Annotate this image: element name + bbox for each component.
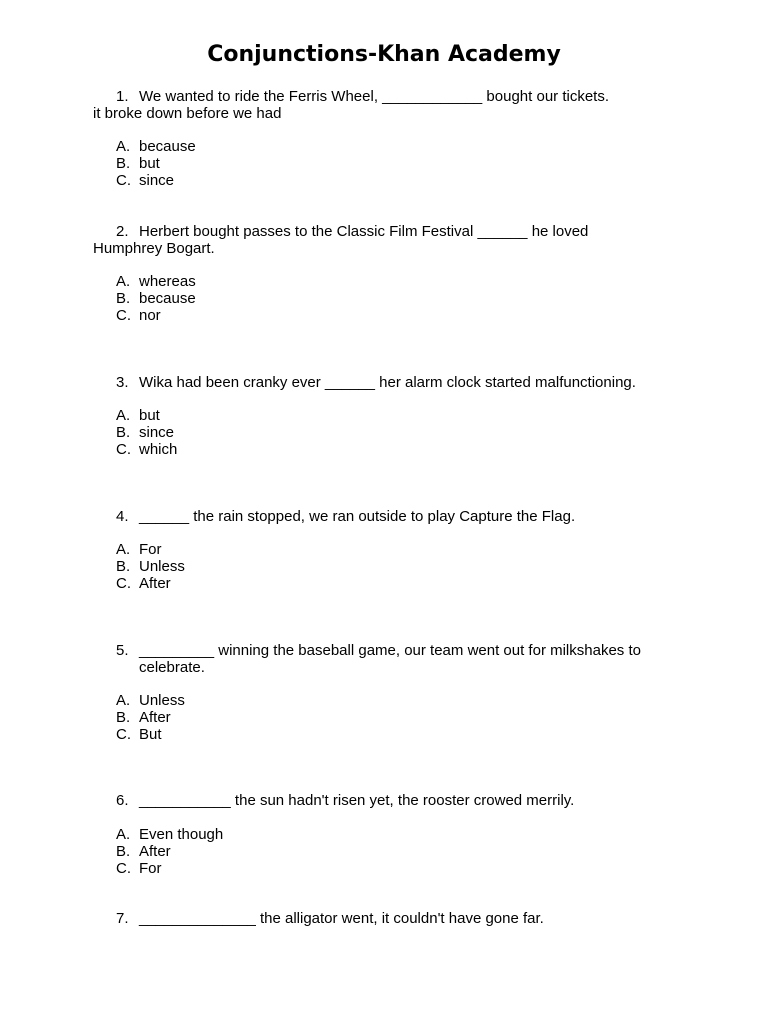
answer-option-b[interactable]	[0, 709, 400, 726]
answer-option-c[interactable]	[0, 575, 400, 592]
question-text: Wika had been cranky ever ______ her alarm clock started malfunctioning.	[139, 374, 636, 391]
question-number: 2.	[116, 223, 129, 240]
answer-option-a[interactable]	[0, 273, 400, 290]
option-text: whereas	[139, 273, 196, 290]
question-number: 7.	[116, 910, 129, 927]
question-text-continued: celebrate.	[139, 659, 205, 676]
answer-option-c[interactable]	[0, 860, 400, 877]
option-text: For	[139, 541, 162, 558]
option-letter: A.	[116, 692, 131, 709]
option-letter: B.	[116, 709, 131, 726]
option-text: After	[139, 575, 171, 592]
option-text: After	[139, 843, 171, 860]
answer-option-b[interactable]	[0, 155, 400, 172]
option-text: But	[139, 726, 162, 743]
option-text: but	[139, 407, 160, 424]
option-text: Unless	[139, 692, 185, 709]
question-text: Herbert bought passes to the Classic Film Festival ______ he loved	[139, 223, 589, 240]
option-letter: B.	[116, 290, 131, 307]
answer-option-a[interactable]	[0, 692, 400, 709]
option-text: For	[139, 860, 162, 877]
option-letter: B.	[116, 843, 131, 860]
option-text: but	[139, 155, 160, 172]
option-letter: A.	[116, 138, 131, 155]
option-letter: C.	[116, 307, 131, 324]
question-text: ______ the rain stopped, we ran outside to play Capture the Flag.	[139, 508, 576, 525]
page-title: Conjunctions-Khan Academy	[207, 42, 561, 67]
answer-option-b[interactable]	[0, 558, 400, 575]
option-letter: C.	[116, 575, 131, 592]
question-text-continued: it broke down before we had	[93, 105, 282, 122]
answer-option-c[interactable]	[0, 441, 400, 458]
option-text: since	[139, 424, 175, 441]
option-letter: B.	[116, 155, 131, 172]
question-number: 4.	[116, 508, 129, 525]
question-number: 1.	[116, 88, 129, 105]
option-letter: C.	[116, 441, 131, 458]
answer-option-b[interactable]	[0, 290, 400, 307]
question-text: _________ winning the baseball game, our team went out for milkshakes to	[139, 642, 641, 659]
option-letter: B.	[116, 424, 131, 441]
option-letter: A.	[116, 826, 131, 843]
option-text: because	[139, 290, 196, 307]
option-text: since	[139, 172, 175, 189]
option-letter: A.	[116, 273, 131, 290]
option-text: Unless	[139, 558, 185, 575]
option-letter: C.	[116, 172, 131, 189]
option-text: because	[139, 138, 196, 155]
question-number: 5.	[116, 642, 129, 659]
question-text: We wanted to ride the Ferris Wheel, ____________ bought our tickets.	[139, 88, 610, 105]
option-letter: A.	[116, 541, 131, 558]
answer-option-a[interactable]	[0, 138, 400, 155]
answer-option-a[interactable]	[0, 826, 400, 843]
option-letter: C.	[116, 726, 131, 743]
option-text: nor	[139, 307, 161, 324]
answer-option-a[interactable]	[0, 541, 400, 558]
option-text: After	[139, 709, 171, 726]
option-text: Even though	[139, 826, 224, 843]
question-number: 3.	[116, 374, 129, 391]
option-letter: A.	[116, 407, 131, 424]
answer-option-b[interactable]	[0, 424, 400, 441]
question-text: ___________ the sun hadn't risen yet, the rooster crowed merrily.	[139, 792, 575, 809]
option-letter: B.	[116, 558, 131, 575]
answer-option-a[interactable]	[0, 407, 400, 424]
question-text: ______________ the alligator went, it couldn't have gone far.	[139, 910, 544, 927]
option-letter: C.	[116, 860, 131, 877]
answer-option-c[interactable]	[0, 307, 400, 324]
answer-option-c[interactable]	[0, 726, 400, 743]
option-text: which	[139, 441, 178, 458]
answer-option-c[interactable]	[0, 172, 400, 189]
question-text-continued: Humphrey Bogart.	[93, 240, 215, 257]
question-number: 6.	[116, 792, 129, 809]
answer-option-b[interactable]	[0, 843, 400, 860]
